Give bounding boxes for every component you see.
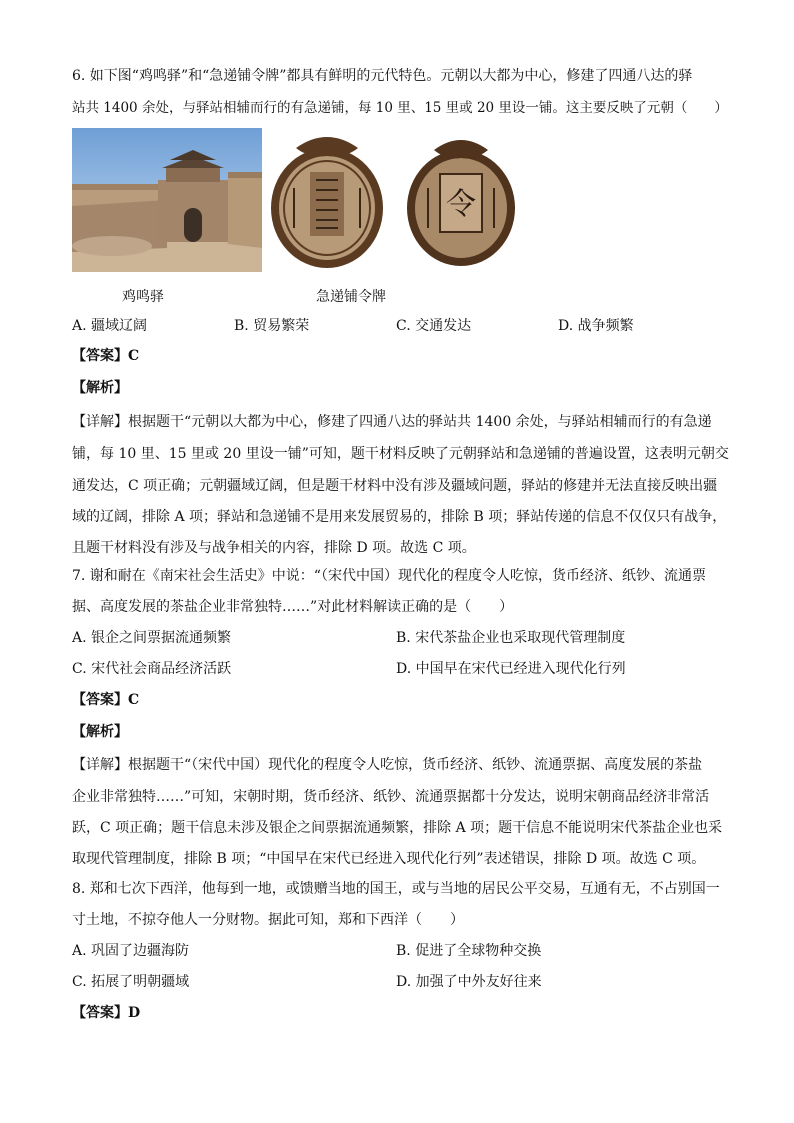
q8-stem-line2: 寸土地，不掠夺他人一分财物。据此可知，郑和下西洋（ ） — [72, 912, 464, 928]
q6-detail-line4: 域的辽阔，排除 A 项；驿站和急递铺不是用来发展贸易的，排除 B 项；驿站传递的信息不仅仅只有战争， — [72, 509, 727, 525]
q6-stem-line2: 站共 1400 余处，与驿站相辅而行的有急递铺，每 10 里、15 里或 20 里设一铺。这主要反映了元朝（ ） — [72, 100, 728, 116]
token-back-image — [400, 128, 522, 272]
q8-option-b: B. 促进了全球物种交换 — [396, 943, 542, 959]
q7-detail-line3: 跃，C 项正确；题干信息未涉及银企之间票据流通频繁，排除 A 项；题干信息不能说明宋代茶盐企业也采 — [72, 820, 723, 836]
q7-detail-line2: 企业非常独特……”可知，宋朝时期，货币经济、纸钞、流通票据都十分发达，说明宋朝商品经济非常活 — [72, 789, 710, 805]
q6-detail-line2: 铺，每 10 里、15 里或 20 里设一铺”可知，题干材料反映了元朝驿站和急递铺的普遍设置，这表明元朝交 — [72, 446, 729, 462]
q6-detail-line3: 通发达，C 项正确；元朝疆域辽阔，但是题干材料中没有涉及疆域问题，驿站的修建并无法直接反映出疆 — [72, 478, 718, 494]
q8-answer: 【答案】D — [72, 1005, 141, 1021]
q8-option-d: D. 加强了中外友好往来 — [396, 974, 542, 990]
token-character-icon: 令 — [446, 187, 476, 222]
q8-option-a: A. 巩固了边疆海防 — [72, 943, 190, 959]
q7-detail-line4: 取现代管理制度，排除 B 项；“中国早在宋代已经进入现代化行列”表述错误，排除 D 项。故选 C 项。 — [72, 851, 706, 867]
q6-detail-line1: 【详解】根据题干“元朝以大都为中心，修建了四通八达的驿站共 1400 余处，与驿站相辅而行的有急递 — [72, 414, 712, 430]
q6-stem-line1: 6. 如下图“鸡鸣驿”和“急递铺令牌”都具有鲜明的元代特色。元朝以大都为中心，修建了四通八达的驿 — [72, 68, 693, 84]
q7-stem-line1: 7. 谢和耐在《南宋社会生活史》中说：“（宋代中国）现代化的程度令人吃惊，货币经济、纸钞、流通票 — [72, 568, 706, 584]
q6-option-d: D. 战争频繁 — [558, 318, 634, 334]
q7-option-c: C. 宋代社会商品经济活跃 — [72, 661, 232, 677]
q6-option-a: A. 疆域辽阔 — [72, 318, 148, 334]
caption-jimingyi: 鸡鸣驿 — [122, 289, 164, 305]
q7-option-b: B. 宋代茶盐企业也采取现代管理制度 — [396, 630, 626, 646]
q6-analysis-label: 【解析】 — [72, 380, 128, 396]
q8-option-c: C. 拓展了明朝疆域 — [72, 974, 190, 990]
q6-option-b: B. 贸易繁荣 — [234, 318, 310, 334]
caption-token: 急递铺令牌 — [316, 289, 386, 305]
jimingyi-photo — [72, 128, 262, 272]
q6-answer: 【答案】C — [72, 348, 140, 364]
token-front-image — [266, 128, 388, 272]
q6-option-c: C. 交通发达 — [396, 318, 472, 334]
q7-detail-line1: 【详解】根据题干“（宋代中国）现代化的程度令人吃惊，货币经济、纸钞、流通票据、高度发展的茶盐 — [72, 757, 703, 773]
q7-option-d: D. 中国早在宋代已经进入现代化行列 — [396, 661, 626, 677]
q7-option-a: A. 银企之间票据流通频繁 — [72, 630, 232, 646]
q6-detail-line5: 且题干材料没有涉及与战争相关的内容，排除 D 项。故选 C 项。 — [72, 540, 476, 556]
q7-stem-line2: 据、高度发展的茶盐企业非常独特……”对此材料解读正确的是（ ） — [72, 599, 514, 615]
q7-answer: 【答案】C — [72, 692, 140, 708]
q7-analysis-label: 【解析】 — [72, 724, 128, 740]
q8-stem-line1: 8. 郑和七次下西洋，他每到一地，或馈赠当地的国王，或与当地的居民公平交易，互通有无，不占别国一 — [72, 881, 720, 897]
